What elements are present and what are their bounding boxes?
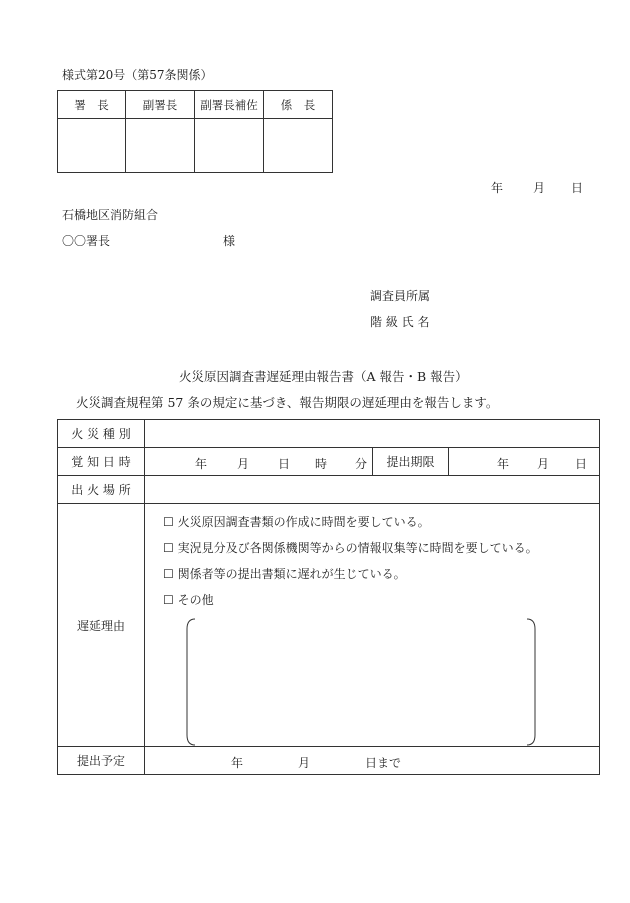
approval-header-deputy-assistant: 副署長補佐 xyxy=(195,91,264,119)
approval-header-chief: 署 長 xyxy=(58,91,126,119)
date-day: 日 xyxy=(571,181,584,195)
reason-option-text: 火災原因調査書類の作成に時間を要している。 xyxy=(177,515,430,529)
planned-month-unit: 月 xyxy=(298,756,311,770)
approval-stamp-cell[interactable] xyxy=(264,119,333,173)
fire-location-label: 出 火 場 所 xyxy=(58,476,145,504)
checkbox-icon[interactable]: ☐ xyxy=(163,593,174,607)
deadline-year-unit: 年 xyxy=(497,457,510,471)
intro-text: 火災調査規程第 57 条の規定に基づき、報告期限の遅延理由を報告します。 xyxy=(76,395,499,410)
awareness-hour-unit: 時 xyxy=(315,457,328,471)
approval-stamp-cell[interactable] xyxy=(195,119,264,173)
planned-submission-field[interactable] xyxy=(145,747,600,775)
planned-year-unit: 年 xyxy=(231,756,244,770)
approval-stamp-table xyxy=(57,90,333,173)
report-table xyxy=(57,419,600,775)
delay-reason-label: 遅延理由 xyxy=(58,504,145,747)
deadline-field[interactable] xyxy=(449,448,600,476)
document-title: 火災原因調査書遅延理由報告書（A 報告・B 報告） xyxy=(179,369,468,384)
deadline-label: 提出期限 xyxy=(373,448,449,476)
awareness-datetime-label: 覚 知 日 時 xyxy=(58,448,145,476)
approval-stamp-cell[interactable] xyxy=(126,119,195,173)
awareness-minute-unit: 分 xyxy=(355,457,368,471)
reason-option-text: その他 xyxy=(177,593,214,607)
approval-stamp-cell[interactable] xyxy=(58,119,126,173)
reason-option-text: 関係者等の提出書類に遅れが生じている。 xyxy=(177,567,406,581)
investigator-affiliation: 調査員所属 xyxy=(370,289,431,303)
recipient-org: 石橋地区消防組合 xyxy=(62,208,159,222)
reason-option-3[interactable] xyxy=(163,565,406,582)
awareness-year-unit: 年 xyxy=(195,457,208,471)
reason-option-other[interactable] xyxy=(163,591,214,608)
planned-day-unit: 日まで xyxy=(365,756,402,770)
approval-header-section-chief: 係 長 xyxy=(264,91,333,119)
checkbox-icon[interactable]: ☐ xyxy=(163,567,174,581)
recipient-honorific: 様 xyxy=(223,234,236,248)
checkbox-icon[interactable]: ☐ xyxy=(163,541,174,555)
other-reason-bracket[interactable] xyxy=(185,617,537,747)
deadline-day-unit: 日 xyxy=(575,457,588,471)
awareness-day-unit: 日 xyxy=(278,457,291,471)
recipient-title: 〇〇署長 xyxy=(62,234,111,248)
planned-submission-label: 提出予定 xyxy=(58,747,145,775)
reason-option-2[interactable] xyxy=(163,539,538,556)
reason-option-1[interactable] xyxy=(163,513,430,530)
approval-header-deputy: 副署長 xyxy=(126,91,195,119)
reason-option-text: 実況見分及び各関係機関等からの情報収集等に時間を要している。 xyxy=(177,541,538,555)
fire-type-field[interactable] xyxy=(145,420,600,448)
date-month: 月 xyxy=(533,181,546,195)
awareness-month-unit: 月 xyxy=(237,457,250,471)
checkbox-icon[interactable]: ☐ xyxy=(163,515,174,529)
deadline-month-unit: 月 xyxy=(537,457,550,471)
fire-location-field[interactable] xyxy=(145,476,600,504)
form-number: 様式第20号（第57条関係） xyxy=(62,68,213,82)
date-year: 年 xyxy=(491,181,504,195)
delay-reason-cell xyxy=(145,504,600,747)
investigator-rank-name: 階 級 氏 名 xyxy=(370,315,430,329)
fire-type-label: 火 災 種 別 xyxy=(58,420,145,448)
awareness-datetime-field[interactable] xyxy=(145,448,373,476)
